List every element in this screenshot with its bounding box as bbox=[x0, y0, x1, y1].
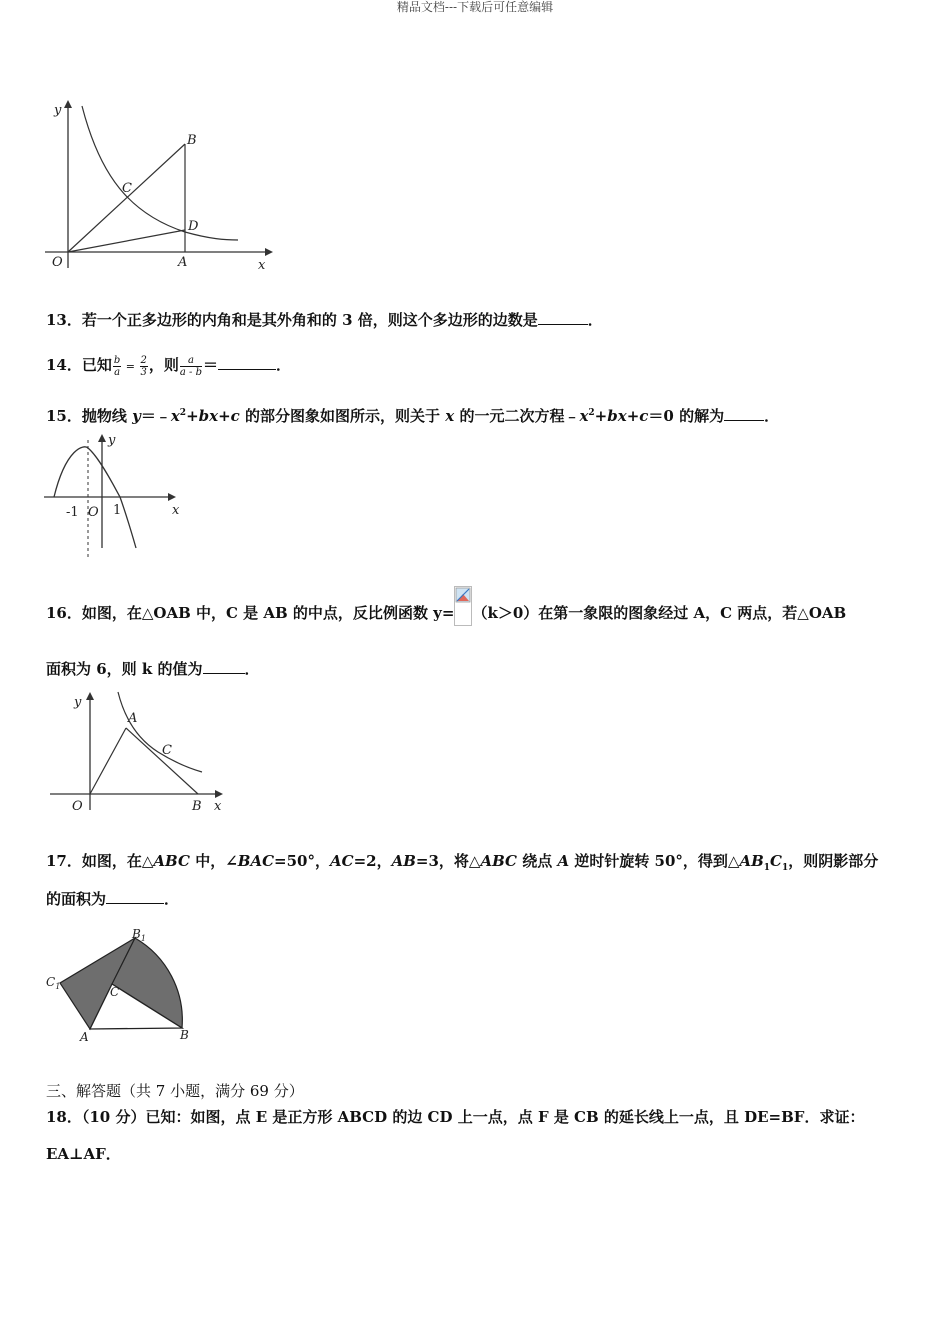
label-a: A bbox=[178, 255, 188, 270]
var-x: x bbox=[209, 407, 219, 425]
question-17-line2 bbox=[46, 888, 179, 910]
label-one: 1 bbox=[113, 503, 122, 518]
var-x: x bbox=[617, 407, 627, 425]
q15-text-3: ＝0 的解为 bbox=[648, 407, 725, 425]
fraction-denominator: 3 bbox=[140, 366, 147, 378]
subscript: 1 bbox=[782, 863, 789, 873]
q17-text: ，则阴影部分 bbox=[788, 852, 879, 870]
figure-parabola bbox=[40, 430, 190, 560]
answer-blank[interactable] bbox=[203, 659, 245, 674]
label-c1: $C_1$ bbox=[46, 975, 61, 991]
answer-blank[interactable] bbox=[218, 355, 276, 370]
figure-rotation-shaded bbox=[40, 926, 210, 1051]
page-header: 精品文档---下载后可任意编辑 bbox=[396, 0, 554, 14]
label-a: A bbox=[128, 711, 138, 726]
fraction-numerator: b bbox=[113, 354, 121, 366]
question-16-line2-text: 面积为 6，则 k 的值为 bbox=[46, 660, 203, 678]
label-x: x bbox=[258, 258, 266, 273]
var-b: b bbox=[198, 407, 210, 425]
question-16 bbox=[46, 594, 846, 634]
plus: + bbox=[626, 407, 640, 425]
question-16-prefix: 16．如图，在△OAB 中，C 是 AB 的中点，反比例函数 y= bbox=[46, 604, 455, 622]
question-13 bbox=[46, 309, 603, 331]
q15-text-1: 的部分图象如图所示，则关于 bbox=[239, 407, 446, 425]
fraction-a-over-a-minus-b bbox=[180, 355, 202, 378]
label-o: O bbox=[72, 799, 83, 814]
question-13-text: 13．若一个正多边形的内角和是其外角和的 3 倍，则这个多边形的边数是 bbox=[46, 311, 538, 329]
x-axis-arrow bbox=[265, 248, 273, 256]
hyperbola-curve bbox=[82, 106, 238, 240]
var-x: x bbox=[170, 407, 180, 425]
label-a: A bbox=[80, 1030, 89, 1044]
q15-eq: ＝﹣ bbox=[140, 407, 171, 425]
q17-text: =2， bbox=[353, 852, 392, 870]
x-axis-arrow bbox=[168, 493, 176, 501]
y-axis-arrow bbox=[64, 100, 72, 108]
fraction-numerator: a bbox=[180, 355, 202, 367]
label-d: D bbox=[188, 219, 199, 234]
label-o: O bbox=[88, 505, 99, 520]
label-y: y bbox=[54, 103, 62, 118]
q15-end: ． bbox=[764, 407, 780, 425]
question-18: 18．（10 分）已知：如图，点 E 是正方形 ABCD 的边 CD 上一点，点 F 是 CB 的延长线上一点，且 DE=BF．求证： bbox=[46, 1108, 865, 1126]
fraction-b-over-a bbox=[113, 355, 121, 378]
label-y: y bbox=[74, 695, 82, 710]
q17-var: C bbox=[770, 852, 782, 870]
var-x: x bbox=[445, 407, 455, 425]
question-15 bbox=[46, 402, 779, 427]
label-y: y bbox=[108, 433, 116, 448]
segment-oa bbox=[90, 728, 126, 794]
question-14-prefix: 14．已知 bbox=[46, 356, 112, 374]
label-c: C bbox=[122, 181, 132, 196]
fraction-two-thirds bbox=[140, 355, 148, 378]
question-14-mid: ，则 bbox=[148, 356, 179, 374]
question-14-end: ． bbox=[276, 356, 292, 374]
label-c: C bbox=[162, 743, 172, 758]
broken-image-icon bbox=[454, 586, 472, 626]
answer-blank[interactable] bbox=[538, 310, 588, 325]
x-axis-arrow bbox=[215, 790, 223, 798]
question-14 bbox=[46, 354, 291, 378]
label-b1: $B_1$ bbox=[132, 927, 146, 943]
question-16-suffix: （k＞0）在第一象限的图象经过 A，C 两点，若△OAB bbox=[472, 604, 847, 622]
section-3-title: 三、解答题（共 7 小题，满分 69 分） bbox=[46, 1082, 304, 1100]
label-o: O bbox=[52, 255, 63, 270]
var-c: c bbox=[639, 407, 649, 425]
exponent: 2 bbox=[588, 408, 595, 418]
q17-var: AC bbox=[329, 852, 354, 870]
var-b: b bbox=[607, 407, 618, 425]
plus: + bbox=[218, 407, 231, 425]
equals-sign: ＝ bbox=[203, 356, 219, 374]
question-16-line2 bbox=[46, 658, 260, 680]
figure-hyperbola-triangle bbox=[40, 96, 280, 276]
label-neg1: -1 bbox=[66, 505, 79, 520]
fraction-denominator: a - b bbox=[179, 366, 202, 378]
label-x: x bbox=[214, 799, 222, 814]
segment-ob bbox=[68, 144, 185, 252]
fraction-numerator: 2 bbox=[140, 354, 147, 366]
q17-var: ABC bbox=[480, 852, 517, 870]
question-18-line2: EA⊥AF． bbox=[46, 1145, 121, 1163]
q17-text: 逆时针旋转 50°，得到△ bbox=[569, 852, 740, 870]
label-b: B bbox=[192, 799, 202, 814]
label-x: x bbox=[172, 503, 180, 518]
q17-var: BAC bbox=[237, 852, 275, 870]
q17-var: AB bbox=[391, 852, 416, 870]
q17-var: ABC bbox=[153, 852, 190, 870]
question-17 bbox=[46, 850, 878, 879]
question-13-end: ． bbox=[587, 311, 603, 329]
question-17-end: ． bbox=[164, 890, 180, 908]
q17-text: =50°， bbox=[274, 852, 330, 870]
answer-blank[interactable] bbox=[106, 889, 164, 904]
q17-text: 17．如图，在△ bbox=[46, 852, 154, 870]
label-c: C bbox=[110, 985, 120, 999]
var-c: c bbox=[230, 407, 240, 425]
question-17-line2-text: 的面积为 bbox=[46, 890, 107, 908]
q17-text: 绕点 bbox=[517, 852, 558, 870]
q15-prefix: 15．抛物线 bbox=[46, 407, 133, 425]
subscript: 1 bbox=[763, 863, 771, 873]
exponent: 2 bbox=[179, 408, 187, 418]
q17-text: 中，∠ bbox=[189, 852, 238, 870]
y-axis-arrow bbox=[98, 434, 106, 442]
equals-sign: = bbox=[122, 360, 139, 373]
segment-ab bbox=[126, 728, 198, 794]
label-b: B bbox=[180, 1028, 189, 1042]
answer-blank[interactable] bbox=[724, 406, 764, 421]
fraction-denominator: a bbox=[114, 366, 121, 378]
label-b: B bbox=[187, 133, 197, 148]
var-y: y bbox=[132, 407, 141, 425]
plus: + bbox=[594, 407, 608, 425]
y-axis-arrow bbox=[86, 692, 94, 700]
question-16-end: ． bbox=[244, 660, 260, 678]
q17-var: AB bbox=[739, 852, 764, 870]
var-x: x bbox=[579, 407, 589, 425]
segment-od bbox=[68, 230, 185, 252]
plus: + bbox=[186, 407, 199, 425]
q17-text: =3，将△ bbox=[415, 852, 481, 870]
q15-text-2: 的一元二次方程﹣ bbox=[454, 407, 580, 425]
q17-var: A bbox=[557, 852, 570, 870]
figure-triangle-hyperbola bbox=[40, 686, 240, 821]
